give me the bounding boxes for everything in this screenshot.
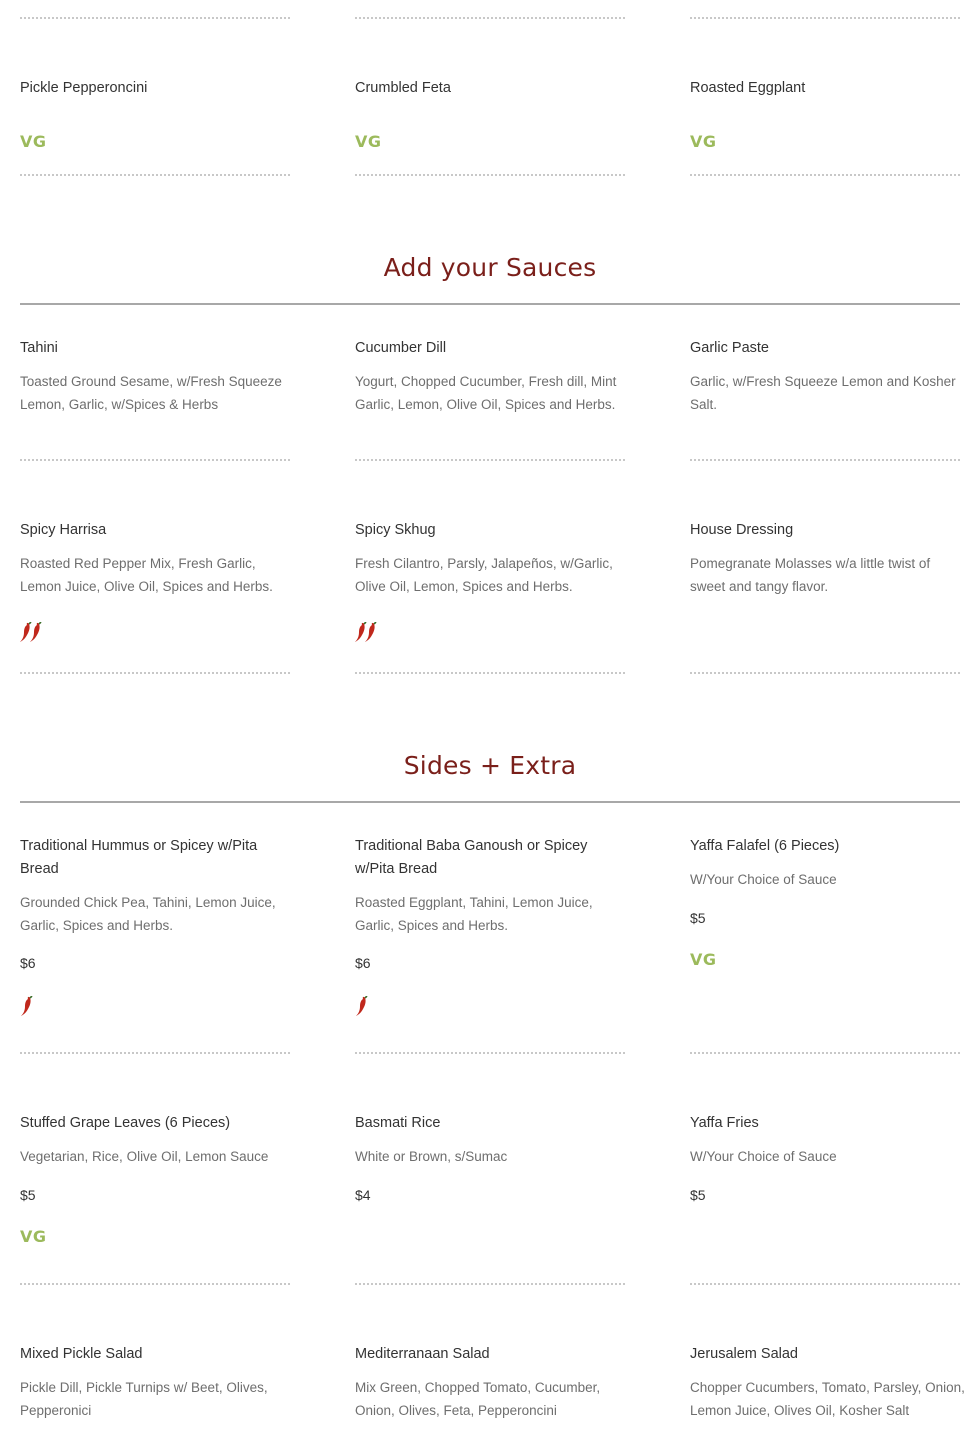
- item-name: Tahini: [20, 340, 58, 356]
- menu-item: [20, 519, 295, 644]
- chili-pepper-icon: [355, 622, 381, 644]
- item-name: Mediterranaan Salad: [355, 1346, 490, 1362]
- item-name: Yaffa Fries: [690, 1115, 759, 1131]
- item-divider: [20, 1052, 290, 1054]
- item-description: W/Your Choice of Sauce: [690, 1149, 837, 1164]
- item-name: Traditional Baba Ganoush or Spicey w/Pita Bread: [355, 838, 588, 877]
- menu-item: [20, 1112, 295, 1246]
- vegan-badge: VG: [20, 1226, 47, 1246]
- item-description: Pomegranate Molasses w/a little twist of sweet and tangy flavor.: [690, 556, 931, 594]
- menu-item: [690, 1112, 965, 1204]
- menu-item: [355, 337, 630, 416]
- menu-item: [355, 835, 630, 1018]
- vegan-badge: VG: [690, 132, 717, 151]
- item-description: Pickle Dill, Pickle Turnips w/ Beet, Olives, Pepperonici: [20, 1380, 268, 1418]
- menu-item: [690, 337, 965, 416]
- vegan-badge: VG: [355, 132, 382, 151]
- item-description: Roasted Red Pepper Mix, Fresh Garlic, Lemon Juice, Olive Oil, Spices and Herbs.: [20, 556, 273, 594]
- item-divider: [20, 174, 290, 176]
- section-divider: [20, 303, 960, 305]
- item-description: Fresh Cilantro, Parsly, Jalapeños, w/Garlic, Olive Oil, Lemon, Spices and Herbs.: [355, 556, 613, 594]
- item-description: Mix Green, Chopped Tomato, Cucumber, Onion, Olives, Feta, Pepperoncini: [355, 1380, 601, 1418]
- item-description: White or Brown, s/Sumac: [355, 1149, 508, 1164]
- item-divider: [690, 672, 960, 674]
- chili-pepper-icon: [20, 622, 46, 644]
- item-name: Garlic Paste: [690, 340, 769, 356]
- item-name: Yaffa Falafel (6 Pieces): [690, 838, 840, 854]
- menu-item: [20, 337, 295, 416]
- item-divider: [355, 1283, 625, 1285]
- menu-item: [355, 1112, 630, 1204]
- item-price: $5: [690, 909, 706, 926]
- item-divider: [690, 459, 960, 461]
- item-name: Spicy Harrisa: [20, 522, 107, 538]
- item-name: Roasted Eggplant: [690, 80, 806, 96]
- item-divider: [690, 1052, 960, 1054]
- item-price: $5: [20, 1186, 36, 1203]
- item-divider: [690, 17, 960, 19]
- item-divider: [355, 1052, 625, 1054]
- menu-item: [20, 77, 295, 151]
- menu-item: [355, 77, 630, 151]
- item-name: Spicy Skhug: [355, 522, 436, 538]
- vegan-badge: VG: [690, 949, 717, 969]
- item-price: $6: [355, 955, 371, 971]
- item-name: Stuffed Grape Leaves (6 Pieces): [20, 1115, 231, 1131]
- item-name: Basmati Rice: [355, 1115, 441, 1131]
- item-name: House Dressing: [690, 522, 794, 538]
- menu-item: [355, 519, 630, 644]
- item-divider: [20, 672, 290, 674]
- item-divider: [355, 17, 625, 19]
- menu-item: [690, 519, 965, 598]
- item-divider: [20, 17, 290, 19]
- chili-pepper-icon: [20, 996, 34, 1018]
- item-name: Cucumber Dill: [355, 340, 447, 356]
- item-description: Grounded Chick Pea, Tahini, Lemon Juice, Garlic, Spices and Herbs.: [20, 895, 276, 933]
- item-divider: [355, 174, 625, 176]
- section-divider: [20, 801, 960, 803]
- section-title-sides: Sides + Extra: [403, 751, 577, 780]
- spicy-level: [20, 996, 295, 1018]
- spicy-level: [20, 622, 295, 644]
- menu-item: [690, 835, 965, 969]
- item-description: Toasted Ground Sesame, w/Fresh Squeeze Lemon, Garlic, w/Spices & Herbs: [20, 374, 282, 412]
- item-name: Traditional Hummus or Spicey w/Pita Bread: [20, 838, 258, 877]
- item-description: Yogurt, Chopped Cucumber, Fresh dill, Mint Garlic, Lemon, Olive Oil, Spices and Herbs.: [355, 374, 617, 412]
- item-divider: [690, 1283, 960, 1285]
- item-name: Jerusalem Salad: [690, 1346, 798, 1362]
- item-description: Garlic, w/Fresh Squeeze Lemon and Kosher Salt.: [690, 374, 956, 412]
- item-divider: [355, 672, 625, 674]
- item-name: Mixed Pickle Salad: [20, 1346, 143, 1362]
- item-description: W/Your Choice of Sauce: [690, 872, 837, 887]
- chili-pepper-icon: [355, 996, 369, 1018]
- item-divider: [355, 459, 625, 461]
- item-divider: [20, 1283, 290, 1285]
- spicy-level: [355, 996, 630, 1018]
- item-name: Crumbled Feta: [355, 80, 451, 96]
- menu-item: [355, 1343, 630, 1422]
- item-name: Pickle Pepperoncini: [20, 80, 148, 96]
- item-price: $4: [355, 1186, 371, 1203]
- section-title-sauces: Add your Sauces: [383, 253, 597, 282]
- item-price: $5: [690, 1186, 706, 1203]
- item-divider: [690, 174, 960, 176]
- item-description: Vegetarian, Rice, Olive Oil, Lemon Sauce: [20, 1149, 269, 1164]
- menu-item: [690, 1343, 975, 1422]
- item-price: $6: [20, 955, 36, 971]
- menu-item: [690, 77, 965, 151]
- spicy-level: [355, 622, 630, 644]
- item-description: Roasted Eggplant, Tahini, Lemon Juice, Garlic, Spices and Herbs.: [355, 895, 593, 933]
- vegan-badge: VG: [20, 132, 47, 151]
- item-divider: [20, 459, 290, 461]
- menu-item: [20, 1343, 295, 1422]
- item-description: Chopper Cucumbers, Tomato, Parsley, Onion, Lemon Juice, Olives Oil, Kosher Salt: [690, 1380, 965, 1418]
- menu-item: [20, 835, 295, 1018]
